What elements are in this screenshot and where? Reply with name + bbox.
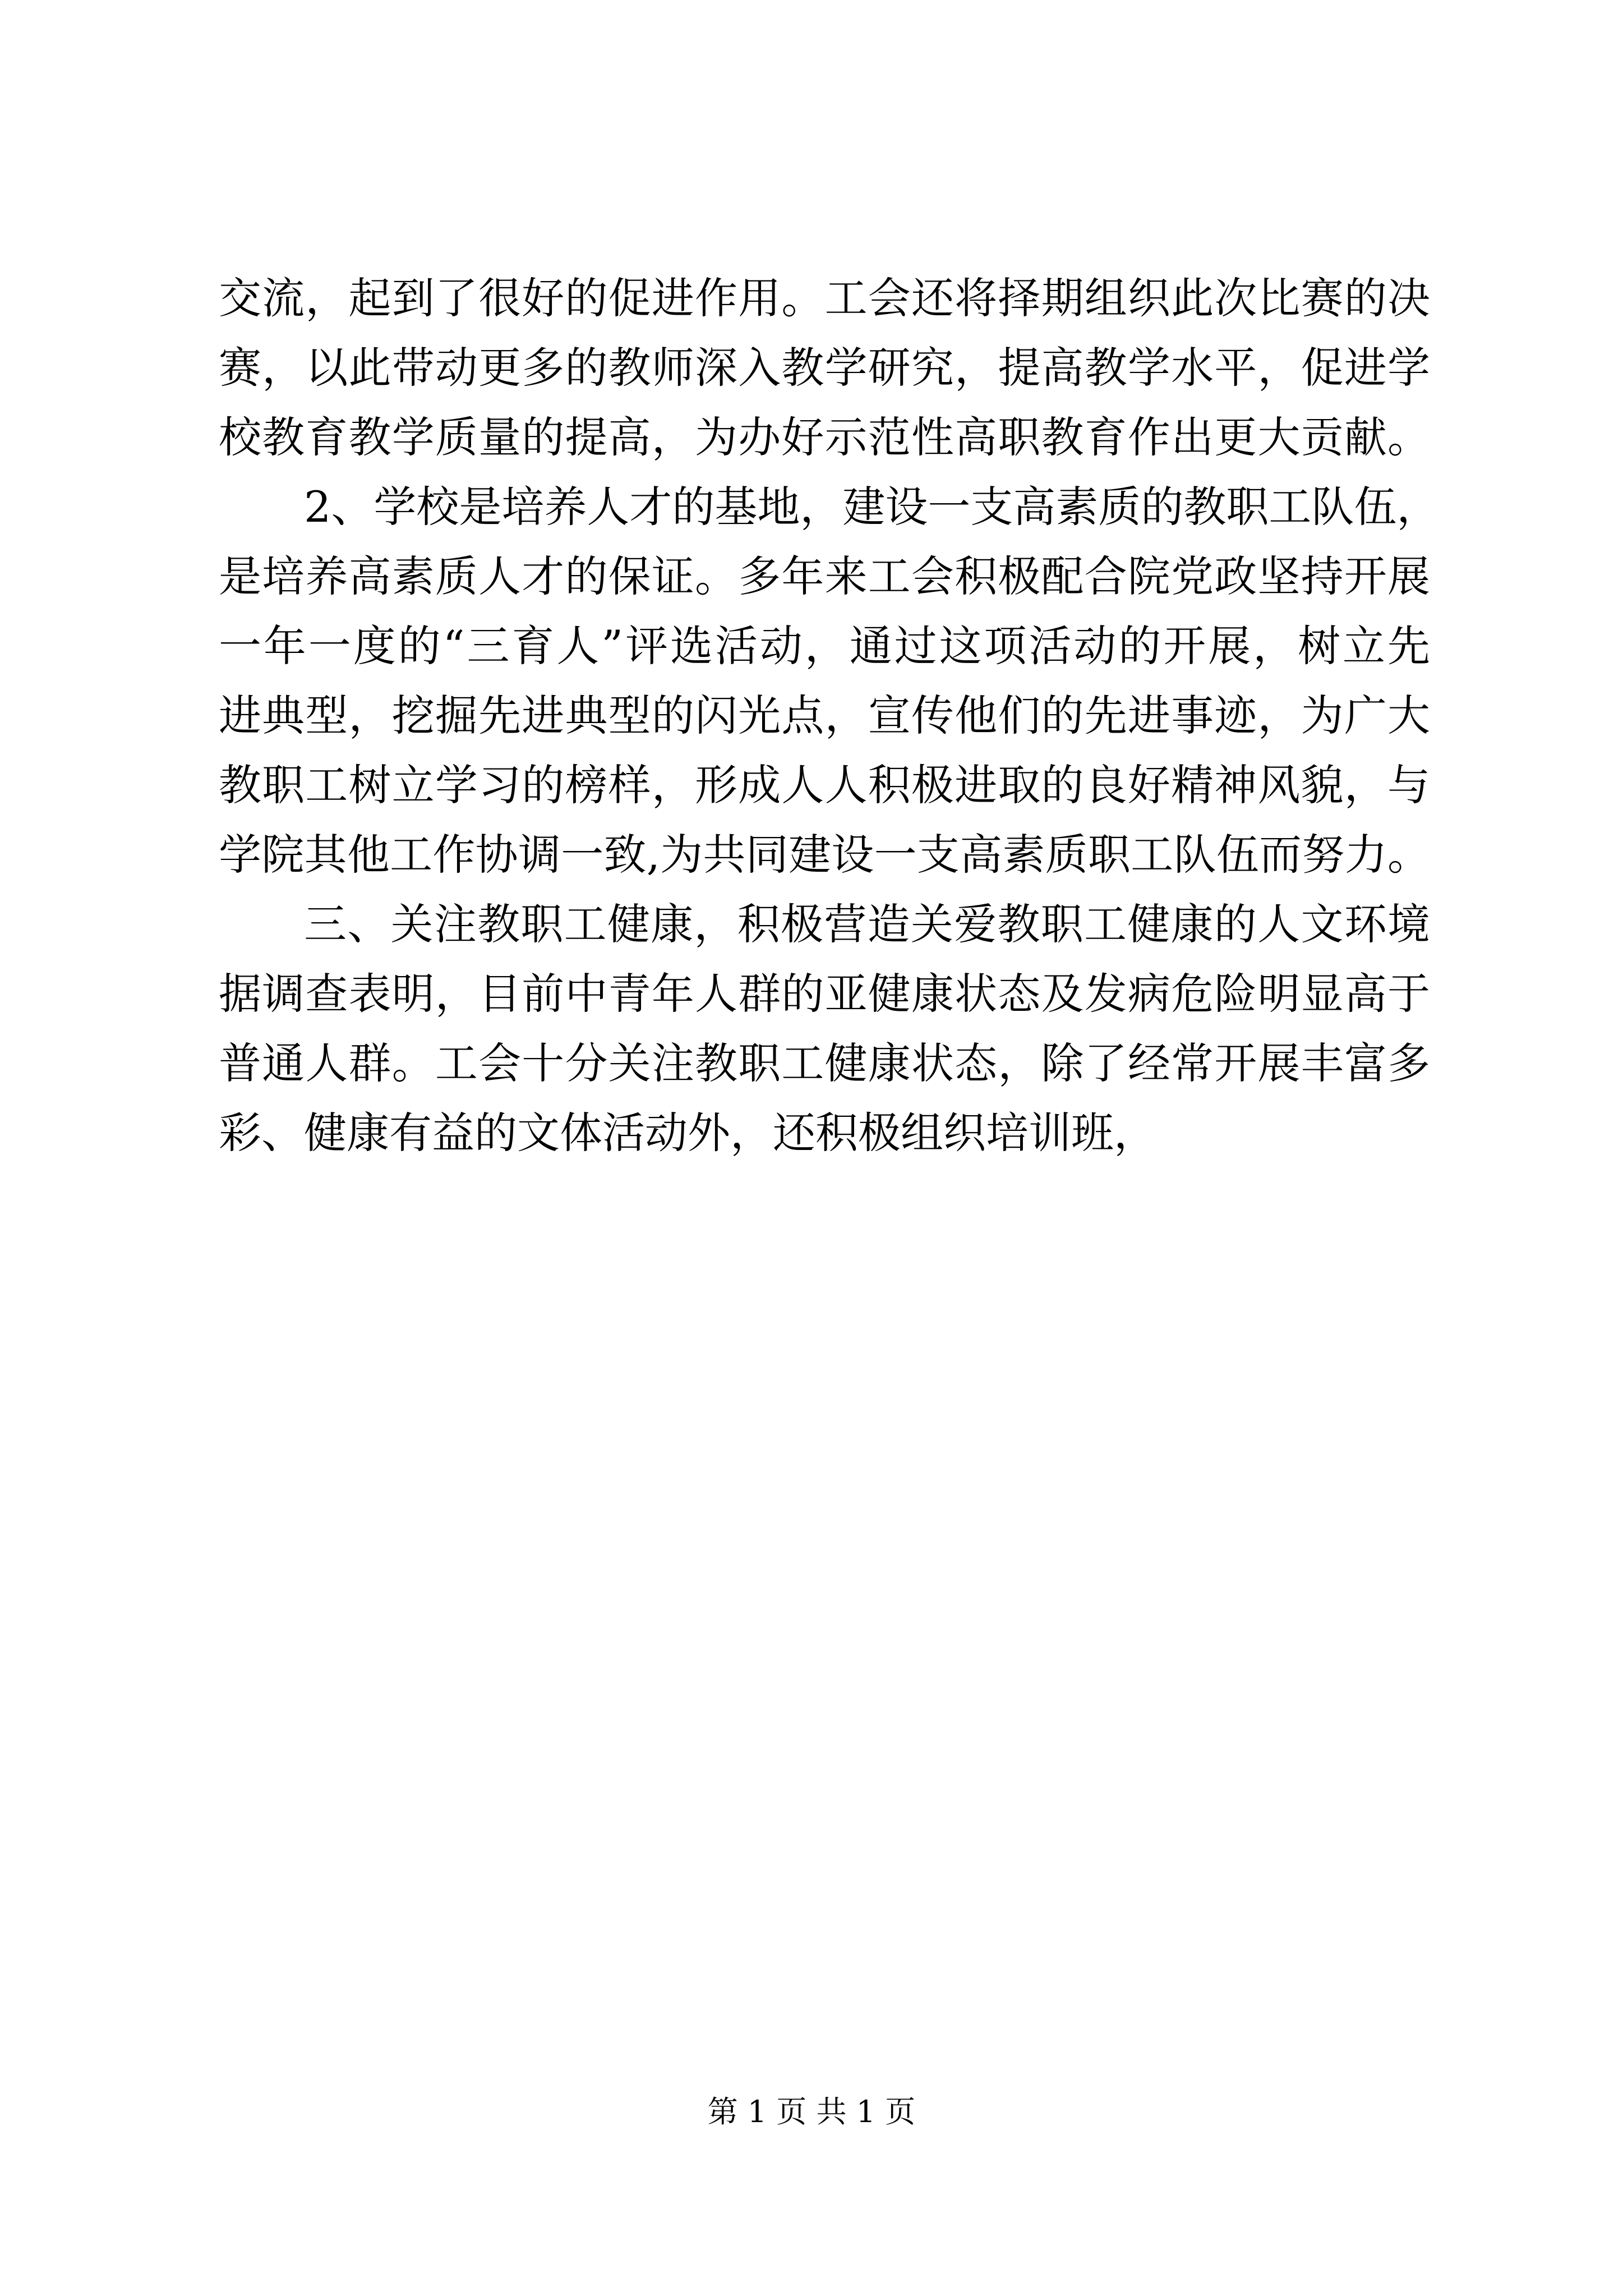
text-line-4: 2、学校是培养人才的基地，建设一支高素质的教职工队伍， (304, 482, 1440, 532)
text-line-1: 交流，起到了很好的促进作用。工会还将择期组织此次比赛的决 (219, 273, 1430, 323)
document-body (219, 264, 1440, 1168)
text-line-13: 彩、健康有益的文体活动外，还积极组织培训班， (219, 1108, 1156, 1158)
page-footer: 第 1 页 共 1 页 (707, 2094, 916, 2129)
text-line-6: 一年一度的“三育人”评选活动，通过这项活动的开展，树立先 (219, 621, 1430, 671)
text-line-5: 是培养高素质人才的保证。多年来工会积极配合院党政坚持开展 (219, 551, 1430, 601)
text-line-9: 学院其他工作协调一致,为共同建设一支高素质职工队伍而努力。 (219, 830, 1430, 880)
text-line-7: 进典型，挖掘先进典型的闪光点，宣传他们的先进事迹，为广大 (219, 691, 1430, 740)
text-line-10: 三、关注教职工健康，积极营造关爱教职工健康的人文环境 (304, 899, 1430, 949)
text-line-3: 校教育教学质量的提高，为办好示范性高职教育作出更大贡献。 (219, 412, 1430, 462)
text-line-2: 赛，以此带动更多的教师深入教学研究，提高教学水平，促进学 (219, 343, 1430, 393)
text-line-11: 据调查表明，目前中青年人群的亚健康状态及发病危险明显高于 (219, 969, 1430, 1019)
text-line-12: 普通人群。工会十分关注教职工健康状态，除了经常开展丰富多 (219, 1038, 1430, 1088)
text-line-8: 教职工树立学习的榜样，形成人人积极进取的良好精神风貌，与 (219, 760, 1430, 810)
